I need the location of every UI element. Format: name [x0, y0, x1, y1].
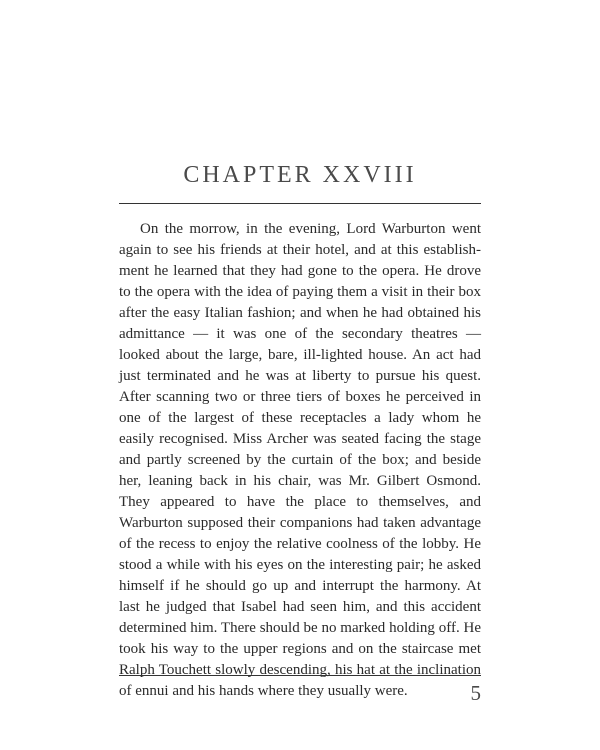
bottom-rule	[119, 675, 481, 676]
chapter-title: CHAPTER XXVIII	[183, 162, 417, 188]
body-paragraph: On the morrow, in the evening, Lord Warburton went again to see his friends at their hotel, and at this establishment he learned that they had gone to the opera. He drove to the opera with the idea of paying them a visit in their box after the easy Italian fashion; and when he had obtained his admittance — it was one of the secondary theatres — looked about the large, bare, ill-lighted house. An act had just terminated and he was at liberty to pursue his quest. After scanning two or three tiers of boxes he perceived in one of the largest of these receptacles a lady whom he easily recognised. Miss Archer was seated facing the stage and partly screened by the curtain of the box; and beside her, leaning back in his chair, was Mr. Gilbert Osmond. They appeared to have the place to themselves, and Warburton supposed their companions had taken advantage of the recess to enjoy the relative coolness of the lobby. He stood a while with his eyes on the interesting pair; he asked himself if he should go up and interrupt the harmony. At last he judged that Isabel had seen him, and this accident determined him. There should be no marked holding off. He took his way to the upper regions and on the staircase met Ralph Touchett slowly descending, his hat at the inclination of ennui and his hands where they usually were.	[119, 221, 481, 699]
top-rule	[119, 203, 481, 204]
page-number: 5	[470, 681, 481, 705]
